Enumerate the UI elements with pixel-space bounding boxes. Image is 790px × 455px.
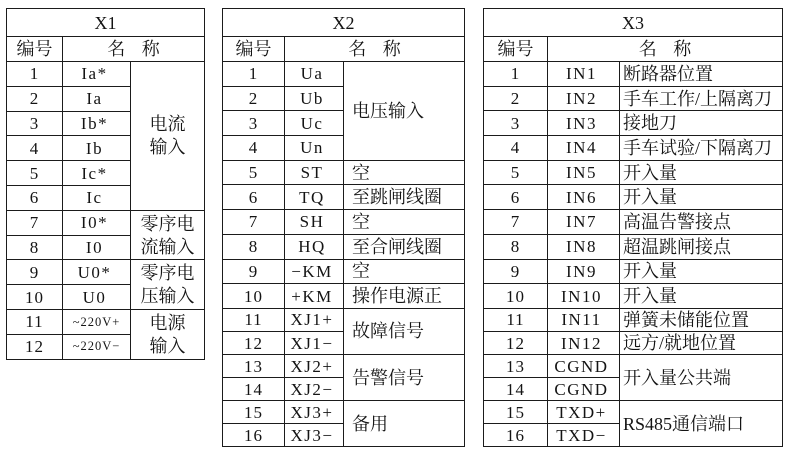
terminal-function: 操作电源正 bbox=[344, 284, 465, 309]
terminal-number: 8 bbox=[223, 235, 285, 260]
terminal-function: 远方/就地位置 bbox=[620, 332, 783, 355]
table-title: X2 bbox=[223, 9, 465, 37]
terminal-number: 6 bbox=[223, 185, 285, 210]
terminal-number: 11 bbox=[7, 310, 63, 335]
terminal-code: IN9 bbox=[548, 260, 620, 285]
terminal-number: 2 bbox=[223, 87, 285, 112]
terminal-code: +KM bbox=[285, 284, 344, 309]
terminal-number: 4 bbox=[484, 136, 548, 161]
terminal-function bbox=[131, 211, 205, 261]
terminal-code: U0* bbox=[63, 260, 131, 285]
terminal-number: 12 bbox=[223, 332, 285, 355]
table-title: X1 bbox=[7, 9, 205, 37]
terminal-function-line: 零序电 bbox=[140, 263, 195, 284]
terminal-code: XJ2− bbox=[285, 378, 344, 401]
terminal-number: 2 bbox=[7, 87, 63, 112]
terminal-function: 断路器位置 bbox=[620, 62, 783, 87]
terminal-function-line: 电源 bbox=[149, 312, 186, 333]
terminal-function bbox=[131, 260, 205, 310]
terminal-number: 4 bbox=[223, 136, 285, 161]
terminal-function: 手车工作/上隔离刀 bbox=[620, 87, 783, 112]
terminal-function: 弹簧未储能位置 bbox=[620, 309, 783, 332]
terminal-code: ST bbox=[285, 161, 344, 186]
terminal-number: 15 bbox=[223, 401, 285, 424]
terminal-function: 开入量 bbox=[620, 185, 783, 210]
terminal-number: 7 bbox=[223, 210, 285, 235]
header-number: 编号 bbox=[7, 37, 63, 62]
terminal-code: ~220V+ bbox=[63, 310, 131, 335]
terminal-function-line: 输入 bbox=[149, 335, 186, 356]
terminal-function-line: 电流 bbox=[149, 114, 186, 135]
terminal-function-line: 零序电 bbox=[140, 213, 195, 234]
terminal-table-x3 bbox=[483, 8, 783, 447]
terminal-function: 空 bbox=[344, 210, 465, 235]
terminal-code: CGND bbox=[548, 355, 620, 378]
terminal-code: Ib bbox=[63, 136, 131, 161]
terminal-number: 1 bbox=[223, 62, 285, 87]
terminal-code: Ua bbox=[285, 62, 344, 87]
terminal-number: 1 bbox=[484, 62, 548, 87]
terminal-number: 3 bbox=[484, 111, 548, 136]
terminal-function-line: 压输入 bbox=[140, 286, 195, 307]
terminal-code: Ub bbox=[285, 87, 344, 112]
terminal-code: TQ bbox=[285, 185, 344, 210]
terminal-code: Ib* bbox=[63, 112, 131, 137]
terminal-code: Ic bbox=[63, 186, 131, 211]
terminal-number: 10 bbox=[484, 284, 548, 309]
terminal-function: RS485通信端口 bbox=[620, 401, 783, 447]
header-name: 名 称 bbox=[285, 37, 465, 62]
terminal-number: 9 bbox=[484, 260, 548, 285]
terminal-number: 8 bbox=[7, 236, 63, 261]
terminal-number: 5 bbox=[484, 161, 548, 186]
table-title: X3 bbox=[484, 9, 783, 37]
terminal-code: IN10 bbox=[548, 284, 620, 309]
terminal-code: TXD+ bbox=[548, 401, 620, 424]
terminal-number: 16 bbox=[223, 424, 285, 447]
terminal-code: Ia bbox=[63, 87, 131, 112]
terminal-function: 开入量公共端 bbox=[620, 355, 783, 401]
terminal-number: 3 bbox=[223, 111, 285, 136]
terminal-number: 11 bbox=[223, 309, 285, 332]
terminal-code: IN3 bbox=[548, 111, 620, 136]
terminal-function: 空 bbox=[344, 260, 465, 285]
header-number: 编号 bbox=[484, 37, 548, 62]
terminal-number: 9 bbox=[7, 260, 63, 285]
terminal-number: 10 bbox=[7, 285, 63, 310]
terminal-function: 告警信号 bbox=[344, 355, 465, 401]
terminal-function: 至合闸线圈 bbox=[344, 235, 465, 260]
terminal-function-line: 流输入 bbox=[140, 236, 195, 257]
terminal-number: 16 bbox=[484, 424, 548, 447]
terminal-code: Uc bbox=[285, 111, 344, 136]
terminal-number: 2 bbox=[484, 87, 548, 112]
terminal-function: 故障信号 bbox=[344, 309, 465, 355]
terminal-code: IN2 bbox=[548, 87, 620, 112]
terminal-code: TXD− bbox=[548, 424, 620, 447]
terminal-number: 12 bbox=[484, 332, 548, 355]
terminal-number: 12 bbox=[7, 335, 63, 360]
terminal-code: U0 bbox=[63, 285, 131, 310]
terminal-code: I0* bbox=[63, 211, 131, 236]
terminal-number: 6 bbox=[7, 186, 63, 211]
terminal-table-x2 bbox=[222, 8, 465, 447]
terminal-number: 8 bbox=[484, 235, 548, 260]
terminal-number: 11 bbox=[484, 309, 548, 332]
terminal-code: XJ3+ bbox=[285, 401, 344, 424]
terminal-code: IN4 bbox=[548, 136, 620, 161]
terminal-function: 空 bbox=[344, 161, 465, 186]
terminal-code: Ic* bbox=[63, 161, 131, 186]
terminal-number: 3 bbox=[7, 112, 63, 137]
terminal-function: 手车试验/下隔离刀 bbox=[620, 136, 783, 161]
terminal-number: 14 bbox=[484, 378, 548, 401]
terminal-code: IN8 bbox=[548, 235, 620, 260]
terminal-code: IN11 bbox=[548, 309, 620, 332]
terminal-number: 4 bbox=[7, 136, 63, 161]
terminal-function: 开入量 bbox=[620, 161, 783, 186]
terminal-code: Ia* bbox=[63, 62, 131, 87]
terminal-function-line: 输入 bbox=[149, 137, 186, 158]
terminal-code: ~220V− bbox=[63, 335, 131, 360]
terminal-code: IN7 bbox=[548, 210, 620, 235]
terminal-function: 开入量 bbox=[620, 260, 783, 285]
terminal-number: 15 bbox=[484, 401, 548, 424]
terminal-number: 5 bbox=[223, 161, 285, 186]
terminal-function: 高温告警接点 bbox=[620, 210, 783, 235]
terminal-number: 5 bbox=[7, 161, 63, 186]
terminal-code: I0 bbox=[63, 236, 131, 261]
terminal-function: 开入量 bbox=[620, 284, 783, 309]
terminal-function: 至跳闸线圈 bbox=[344, 185, 465, 210]
terminal-number: 7 bbox=[484, 210, 548, 235]
terminal-function bbox=[131, 62, 205, 211]
terminal-function: 接地刀 bbox=[620, 111, 783, 136]
terminal-number: 6 bbox=[484, 185, 548, 210]
terminal-number: 9 bbox=[223, 260, 285, 285]
terminal-code: CGND bbox=[548, 378, 620, 401]
terminal-code: XJ1+ bbox=[285, 309, 344, 332]
terminal-number: 7 bbox=[7, 211, 63, 236]
terminal-code: SH bbox=[285, 210, 344, 235]
terminal-number: 13 bbox=[223, 355, 285, 378]
terminal-function: 电压输入 bbox=[344, 62, 465, 161]
terminal-table-x1 bbox=[6, 8, 205, 360]
terminal-number: 1 bbox=[7, 62, 63, 87]
terminal-code: IN1 bbox=[548, 62, 620, 87]
terminal-number: 10 bbox=[223, 284, 285, 309]
terminal-code: XJ1− bbox=[285, 332, 344, 355]
terminal-code: Un bbox=[285, 136, 344, 161]
terminal-function: 超温跳闸接点 bbox=[620, 235, 783, 260]
terminal-code: IN6 bbox=[548, 185, 620, 210]
terminal-code: XJ2+ bbox=[285, 355, 344, 378]
header-name: 名 称 bbox=[548, 37, 783, 62]
header-name: 名 称 bbox=[63, 37, 205, 62]
terminal-number: 14 bbox=[223, 378, 285, 401]
header-number: 编号 bbox=[223, 37, 285, 62]
terminal-code: −KM bbox=[285, 260, 344, 285]
terminal-code: HQ bbox=[285, 235, 344, 260]
terminal-code: IN12 bbox=[548, 332, 620, 355]
terminal-code: XJ3− bbox=[285, 424, 344, 447]
terminal-code: IN5 bbox=[548, 161, 620, 186]
terminal-function bbox=[131, 310, 205, 360]
terminal-function: 备用 bbox=[344, 401, 465, 447]
terminal-number: 13 bbox=[484, 355, 548, 378]
